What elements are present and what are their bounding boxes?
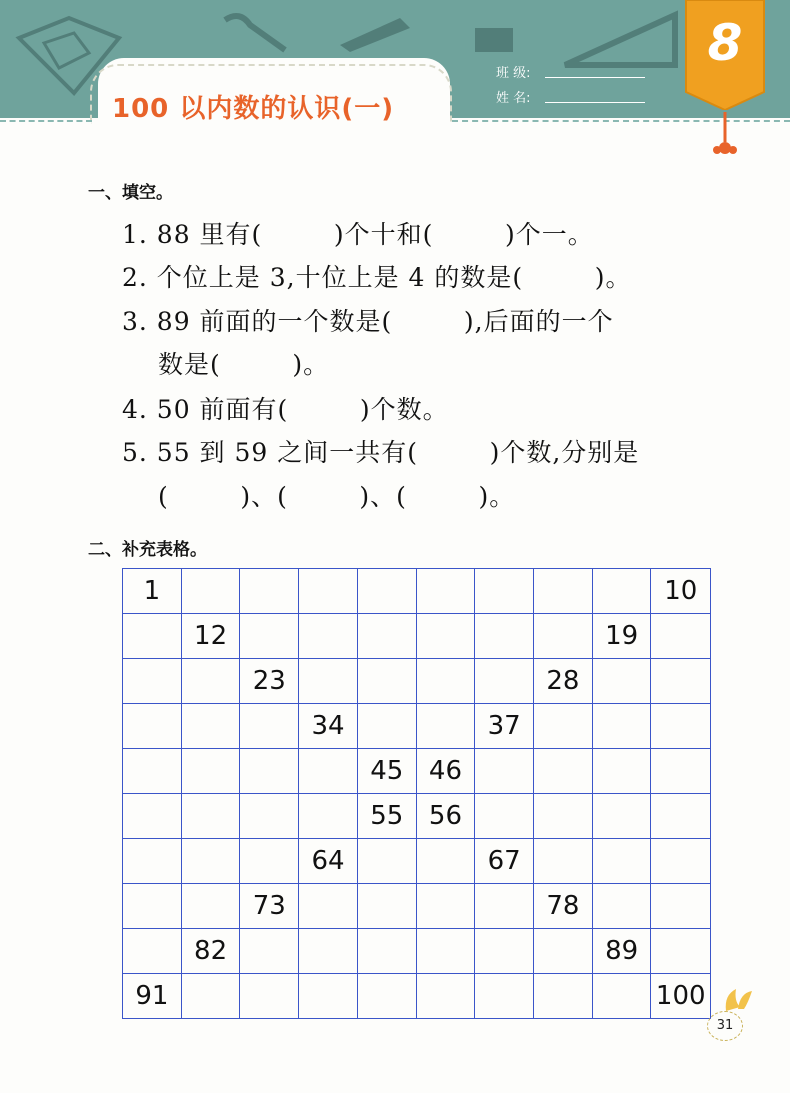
table-cell-blank [416,929,475,974]
table-cell-blank [299,794,358,839]
table-row [123,884,711,929]
table-cell: 82 [181,929,240,974]
table-cell-blank [534,794,593,839]
table-cell-blank [299,929,358,974]
question-5-line1: 5. 55 到 59 之间一共有( )个数,分别是 [122,438,640,467]
table-row [123,974,711,1019]
table-cell: 19 [592,614,651,659]
table-cell: 64 [299,839,358,884]
table-cell-blank [181,974,240,1019]
table-cell-blank [181,884,240,929]
table-cell-blank [651,839,711,884]
name-blank-line [545,102,645,103]
table-cell-blank [123,884,182,929]
table-cell-blank [299,974,358,1019]
table-cell-blank [475,614,534,659]
table-row [123,614,711,659]
table-cell-blank [299,569,358,614]
table-cell-blank [651,749,711,794]
table-cell-blank [475,929,534,974]
question-4: 4. 50 前面有( )个数。 [122,395,449,424]
brush-icon [215,10,295,60]
table-cell-blank [181,749,240,794]
table-cell-blank [123,614,182,659]
lesson-number: 8 [707,14,743,72]
table-cell-blank [240,794,299,839]
table-cell: 10 [651,569,711,614]
table-cell-blank [181,569,240,614]
table-cell-blank [123,794,182,839]
table-cell-blank [416,839,475,884]
page-title: 100 以内数的认识(一) [112,94,395,124]
table-cell: 89 [592,929,651,974]
table-cell-blank [123,704,182,749]
table-cell-blank [357,659,416,704]
table-cell-blank [416,704,475,749]
badge-ornament [710,112,740,160]
table-cell-blank [592,659,651,704]
table-cell-blank [416,614,475,659]
table-cell: 78 [534,884,593,929]
name-label: 姓 名: [496,91,531,106]
table-cell-blank [357,839,416,884]
table-cell-blank [240,974,299,1019]
table-cell-blank [357,704,416,749]
table-cell-blank [240,749,299,794]
table-cell-blank [416,974,475,1019]
table-cell-blank [651,884,711,929]
table-cell-blank [240,839,299,884]
table-cell-blank [416,569,475,614]
table-cell-blank [240,614,299,659]
table-cell: 55 [357,794,416,839]
table-cell-blank [651,704,711,749]
table-cell-blank [181,704,240,749]
table-cell-blank [592,884,651,929]
table-cell-blank [651,659,711,704]
table-cell: 73 [240,884,299,929]
table-cell-blank [592,839,651,884]
question-2: 2. 个位上是 3,十位上是 4 的数是( )。 [122,263,632,292]
table-cell: 100 [651,974,711,1019]
table-cell: 67 [475,839,534,884]
table-cell-blank [651,614,711,659]
table-cell-blank [651,794,711,839]
table-cell: 45 [357,749,416,794]
sharpener-icon [470,18,520,58]
table-cell-blank [357,974,416,1019]
table-cell-blank [299,749,358,794]
table-cell-blank [181,659,240,704]
table-cell-blank [534,614,593,659]
table-cell-blank [357,614,416,659]
table-cell: 23 [240,659,299,704]
table-cell-blank [592,569,651,614]
table-row [123,749,711,794]
table-row [123,659,711,704]
table-cell-blank [475,884,534,929]
table-cell-blank [475,794,534,839]
table-cell: 91 [123,974,182,1019]
table-cell-blank [240,929,299,974]
page-number: 31 [707,1011,743,1041]
table-cell-blank [534,929,593,974]
table-cell-blank [592,974,651,1019]
table-cell-blank [592,794,651,839]
header-dashed-line-left [0,120,92,122]
question-3-line1: 3. 89 前面的一个数是( ),后面的一个 [122,307,614,336]
table-cell-blank [357,569,416,614]
section1-heading: 一、填空。 [88,183,173,203]
table-cell-blank [123,929,182,974]
table-cell-blank [416,659,475,704]
table-cell-blank [475,569,534,614]
table-cell-blank [357,929,416,974]
table-cell-blank [181,794,240,839]
table-cell-blank [592,749,651,794]
table-cell-blank [123,659,182,704]
table-row [123,704,711,749]
table-cell-blank [534,569,593,614]
class-label: 班 级: [496,66,531,81]
table-cell-blank [475,974,534,1019]
table-cell-blank [475,659,534,704]
table-cell-blank [475,749,534,794]
table-cell-blank [299,614,358,659]
table-cell-blank [240,704,299,749]
question-3-line2: 数是( )。 [158,350,330,379]
table-cell-blank [123,839,182,884]
question-1: 1. 88 里有( )个十和( )个一。 [122,220,594,249]
table-row [123,839,711,884]
table-cell-blank [181,839,240,884]
table-row [123,794,711,839]
triangle-ruler-icon [560,10,680,70]
table-cell-blank [416,884,475,929]
table-cell-blank [123,749,182,794]
table-cell: 1 [123,569,182,614]
table-cell-blank [534,839,593,884]
table-cell-blank [299,884,358,929]
table-cell-blank [534,749,593,794]
class-blank-line [545,77,645,78]
pencil-icon [335,10,415,55]
table-cell: 12 [181,614,240,659]
table-cell-blank [299,659,358,704]
table-cell-blank [534,704,593,749]
table-cell: 28 [534,659,593,704]
table-row [123,929,711,974]
table-cell: 37 [475,704,534,749]
section2-heading: 二、补充表格。 [88,540,207,560]
table-cell-blank [240,569,299,614]
table-cell-blank [592,704,651,749]
table-cell: 46 [416,749,475,794]
table-cell: 56 [416,794,475,839]
table-cell-blank [357,884,416,929]
hundred-chart-table [122,568,711,1019]
table-cell-blank [651,929,711,974]
question-5-line2: ( )、( )、( )。 [158,482,516,511]
table-row [123,569,711,614]
table-cell: 34 [299,704,358,749]
table-cell-blank [534,974,593,1019]
